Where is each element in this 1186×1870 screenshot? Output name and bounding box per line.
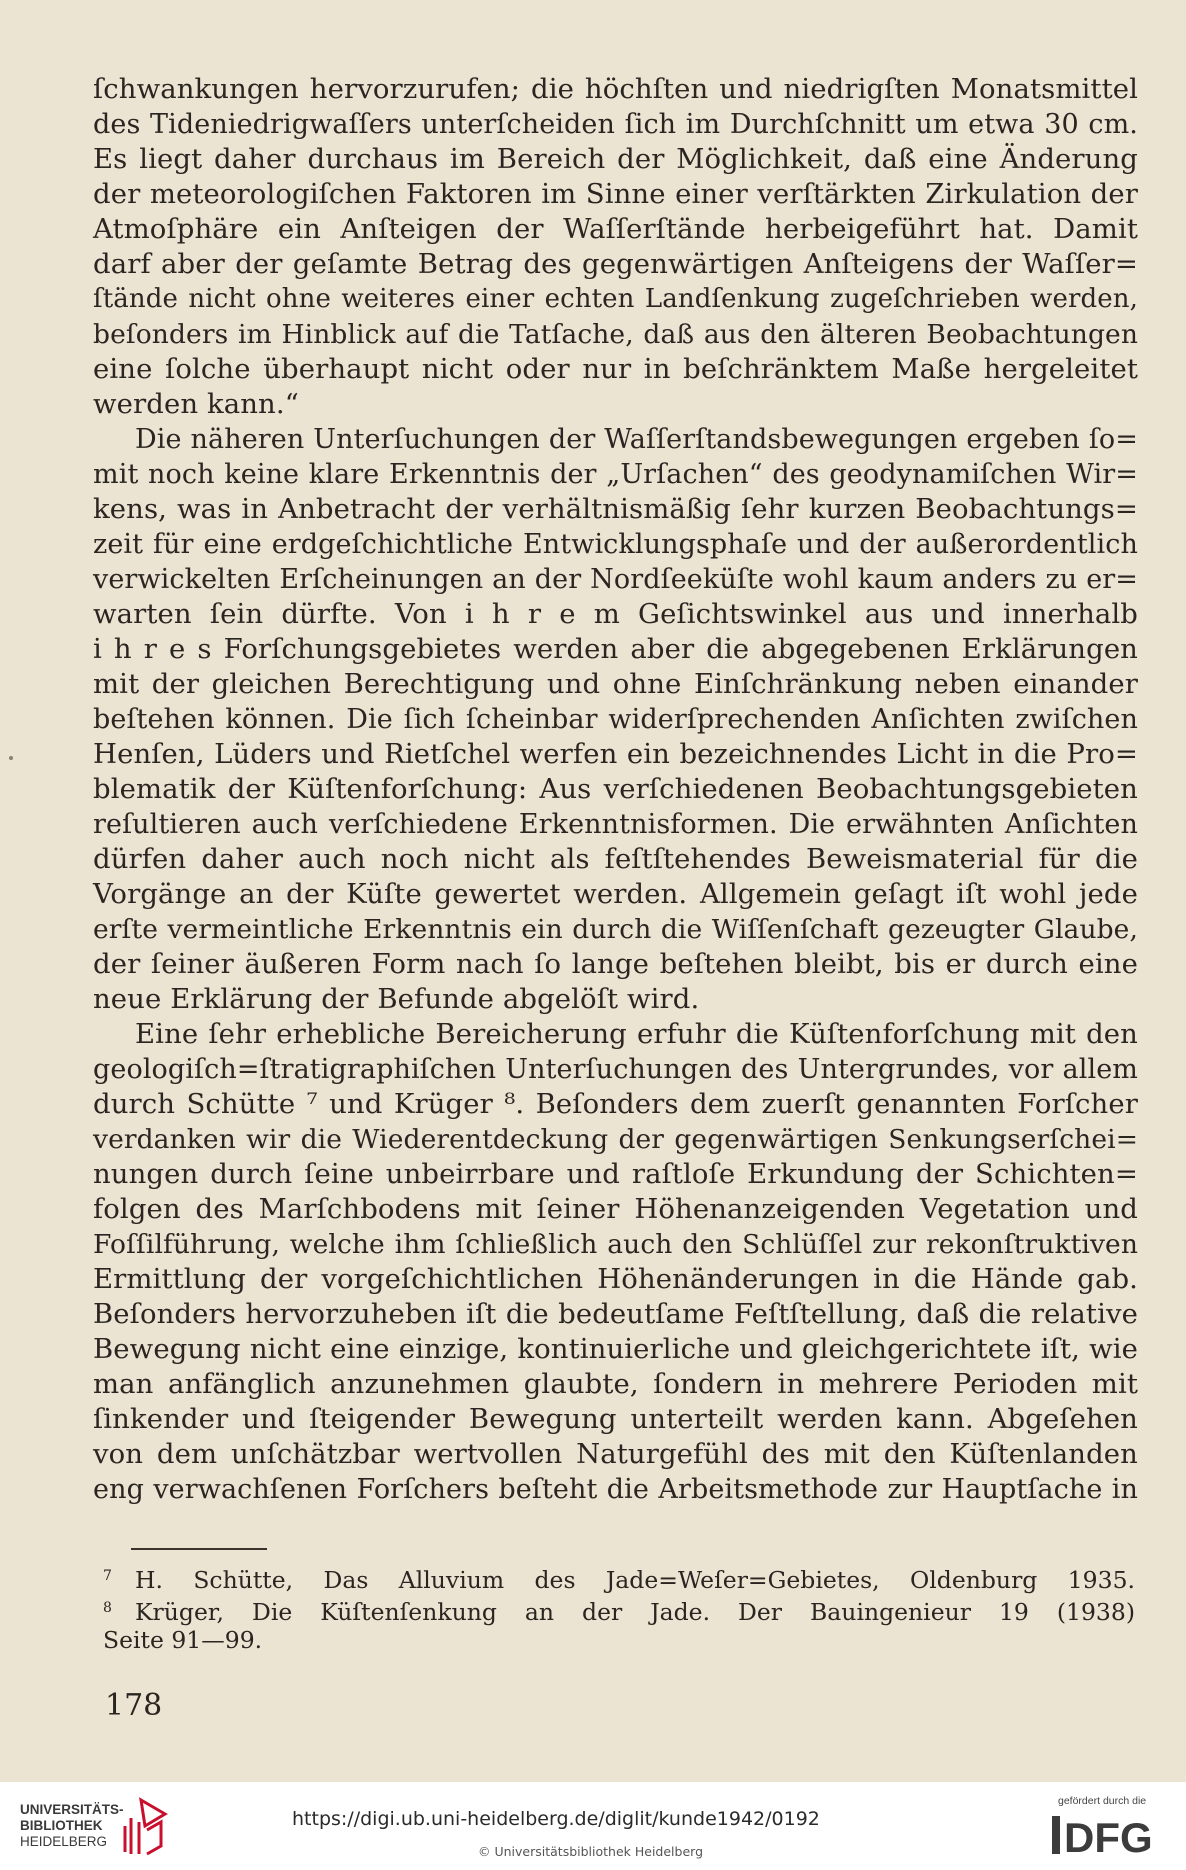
text-line: Es liegt daher durchaus im Bereich der Möglichkeit, daß eine Änderung: [93, 143, 1138, 175]
library-name-line: BIBLIOTHEK: [20, 1818, 103, 1833]
text-line: zeit für eine erdgeſchichtliche Entwicklungsphaſe und der außerordentlich: [93, 529, 1138, 560]
text-line: werden kann.“: [93, 388, 299, 420]
ub-heidelberg-logo-icon: [121, 1796, 169, 1858]
library-name-line: HEIDELBERG: [20, 1834, 108, 1849]
text-line: von dem unſchätzbar wertvollen Naturgefühl des mit den Küſtenlanden: [93, 1438, 1138, 1470]
text-line: beſonders im Hinblick auf die Tatſache, daß aus den älteren Beobachtungen: [93, 319, 1138, 350]
page-number: 178: [105, 1688, 163, 1723]
text-line: i h r e s Forſchungsgebietes werden aber die abgegebenen Erklärungen: [93, 633, 1138, 665]
text-line: mit der gleichen Berechtigung und ohne Einſchränkung neben einander: [93, 668, 1138, 700]
text-line: kens, was in Anbetracht der verhältnismäßig ſehr kurzen Beobachtungs=: [93, 493, 1138, 525]
text-line: ſchwankungen hervorzurufen; die höchſten und niedrigſten Monatsmittel: [93, 73, 1138, 105]
text-line: eine ſolche überhaupt nicht oder nur in beſchränktem Maße hergeleitet: [93, 353, 1138, 385]
text-line: eng verwachſenen Forſchers beſteht die Arbeitsmethode zur Hauptſache in: [93, 1474, 1138, 1505]
text-line: geologiſch=ſtratigraphiſchen Unterſuchungen des Untergrundes, vor allem: [93, 1054, 1138, 1085]
dfg-logo-text: DFG: [1064, 1814, 1153, 1858]
text-line: verwickelten Erſcheinungen an der Nordſeeküſte wohl kaum anders zu er=: [93, 564, 1138, 595]
text-line: folgen des Marſchbodens mit ſeiner Höhenanzeigenden Vegetation und: [93, 1193, 1138, 1225]
text-line: dürfen daher auch noch nicht als feſtſtehendes Beweismaterial für die: [93, 843, 1138, 875]
footnote-separator: [131, 1548, 267, 1550]
body-text: [93, 72, 1138, 1507]
text-line: Beſonders hervorzuheben iſt die bedeutſame Feſtſtellung, daß die relative: [93, 1298, 1138, 1330]
text-line: der meteorologiſchen Faktoren im Sinne einer verſtärkten Zirkulation der: [93, 178, 1138, 210]
footnote-text: H. Schütte, Das Alluvium des Jade=Weſer=Gebietes, Oldenburg 1935.: [135, 1566, 1135, 1594]
text-line: beſtehen können. Die ſich ſcheinbar widerſprechenden Anſichten zwiſchen: [93, 704, 1138, 735]
text-line: des Tideniedrigwaſſers unterſcheiden ſich im Durchſchnitt um etwa 30 cm.: [93, 109, 1138, 140]
text-line: man anfänglich anzunehmen glaubte, ſondern in mehrere Perioden mit: [93, 1368, 1138, 1400]
text-line: Foſſilführung, welche ihm ſchließlich auch den Schlüſſel zur rekonſtruktiven: [93, 1229, 1138, 1260]
funding-caption: gefördert durch die: [1058, 1795, 1147, 1807]
text-line: erſte vermeintliche Erkenntnis ein durch die Wiſſenſchaft gezeugter Glaube,: [93, 914, 1138, 945]
footnote-7: [103, 1560, 1135, 1592]
text-line: ſtände nicht ohne weiteres einer echten Landſenkung zugeſchrieben werden,: [93, 284, 1138, 314]
footnote-text: Krüger, Die Küſtenſenkung an der Jade. Der Bauingenieur 19 (1938): [135, 1598, 1135, 1626]
text-line: warten ſein dürfte. Von i h r e m Geſichtswinkel aus und innerhalb: [93, 598, 1138, 630]
copyright-notice: © Universitätsbibliothek Heidelberg: [478, 1844, 704, 1859]
text-line: neue Erklärung der Befunde abgelöſt wird.: [93, 983, 700, 1015]
footnote-text: Seite 91—99.: [103, 1626, 263, 1654]
footnote-number: 7: [103, 1568, 112, 1584]
text-line: Ermittlung der vorgeſchichtlichen Höhenänderungen in die Hände gab.: [93, 1263, 1138, 1295]
text-line: blematik der Küſtenforſchung: Aus verſchiedenen Beobachtungsgebieten: [93, 773, 1138, 805]
library-name: [20, 1802, 124, 1850]
footnote-8-continuation: [103, 1624, 1135, 1656]
paper-speck: [9, 756, 13, 760]
text-line: nungen durch ſeine unbeirrbare und raſtloſe Erkundung der Schichten=: [93, 1158, 1138, 1190]
viewer-footer: [0, 1782, 1186, 1870]
text-line: Bewegung nicht eine einzige, kontinuierliche und gleichgerichtete iſt, wie: [93, 1333, 1138, 1365]
text-line: reſultieren auch verſchiedene Erkenntnisformen. Die erwähnten Anſichten: [93, 809, 1138, 840]
text-line: mit noch keine klare Erkenntnis der „Urſachen“ des geodynamiſchen Wir=: [93, 459, 1138, 490]
text-line: ſinkender und ſteigender Bewegung unterteilt werden kann. Abgeſehen: [93, 1403, 1138, 1435]
text-line: Vorgänge an der Küſte gewertet werden. Allgemein geſagt iſt wohl jede: [93, 878, 1138, 910]
text-line: durch Schütte ⁷ und Krüger ⁸. Beſonders dem zuerſt genannten Forſcher: [93, 1088, 1138, 1120]
footnote-8: [103, 1592, 1135, 1624]
permalink-url[interactable]: https://digi.ub.uni-heidelberg.de/diglit/kunde1942/0192: [292, 1808, 820, 1830]
text-line: verdanken wir die Wiederentdeckung der gegenwärtigen Senkungserſchei=: [93, 1124, 1138, 1155]
text-line: darf aber der geſamte Betrag des gegenwärtigen Anſteigens der Waſſer=: [93, 248, 1138, 280]
text-line: Eine ſehr erhebliche Bereicherung erfuhr die Küſtenforſchung mit den: [135, 1018, 1138, 1050]
dfg-logo-icon: [1052, 1812, 1170, 1858]
footnotes: [103, 1560, 1135, 1656]
text-line: der ſeiner äußeren Form nach ſo lange beſtehen bleibt, bis er durch eine: [93, 948, 1138, 980]
text-line: Atmoſphäre ein Anſteigen der Waſſerſtände herbeigeführt hat. Damit: [93, 213, 1138, 245]
text-line: Die näheren Unterſuchungen der Waſſerſtandsbewegungen ergeben ſo=: [135, 424, 1138, 455]
footnote-number: 8: [103, 1600, 112, 1616]
text-line: Henſen, Lüders und Rietſchel werfen ein bezeichnendes Licht in die Pro=: [93, 738, 1138, 770]
library-name-line: UNIVERSITÄTS-: [20, 1802, 124, 1817]
